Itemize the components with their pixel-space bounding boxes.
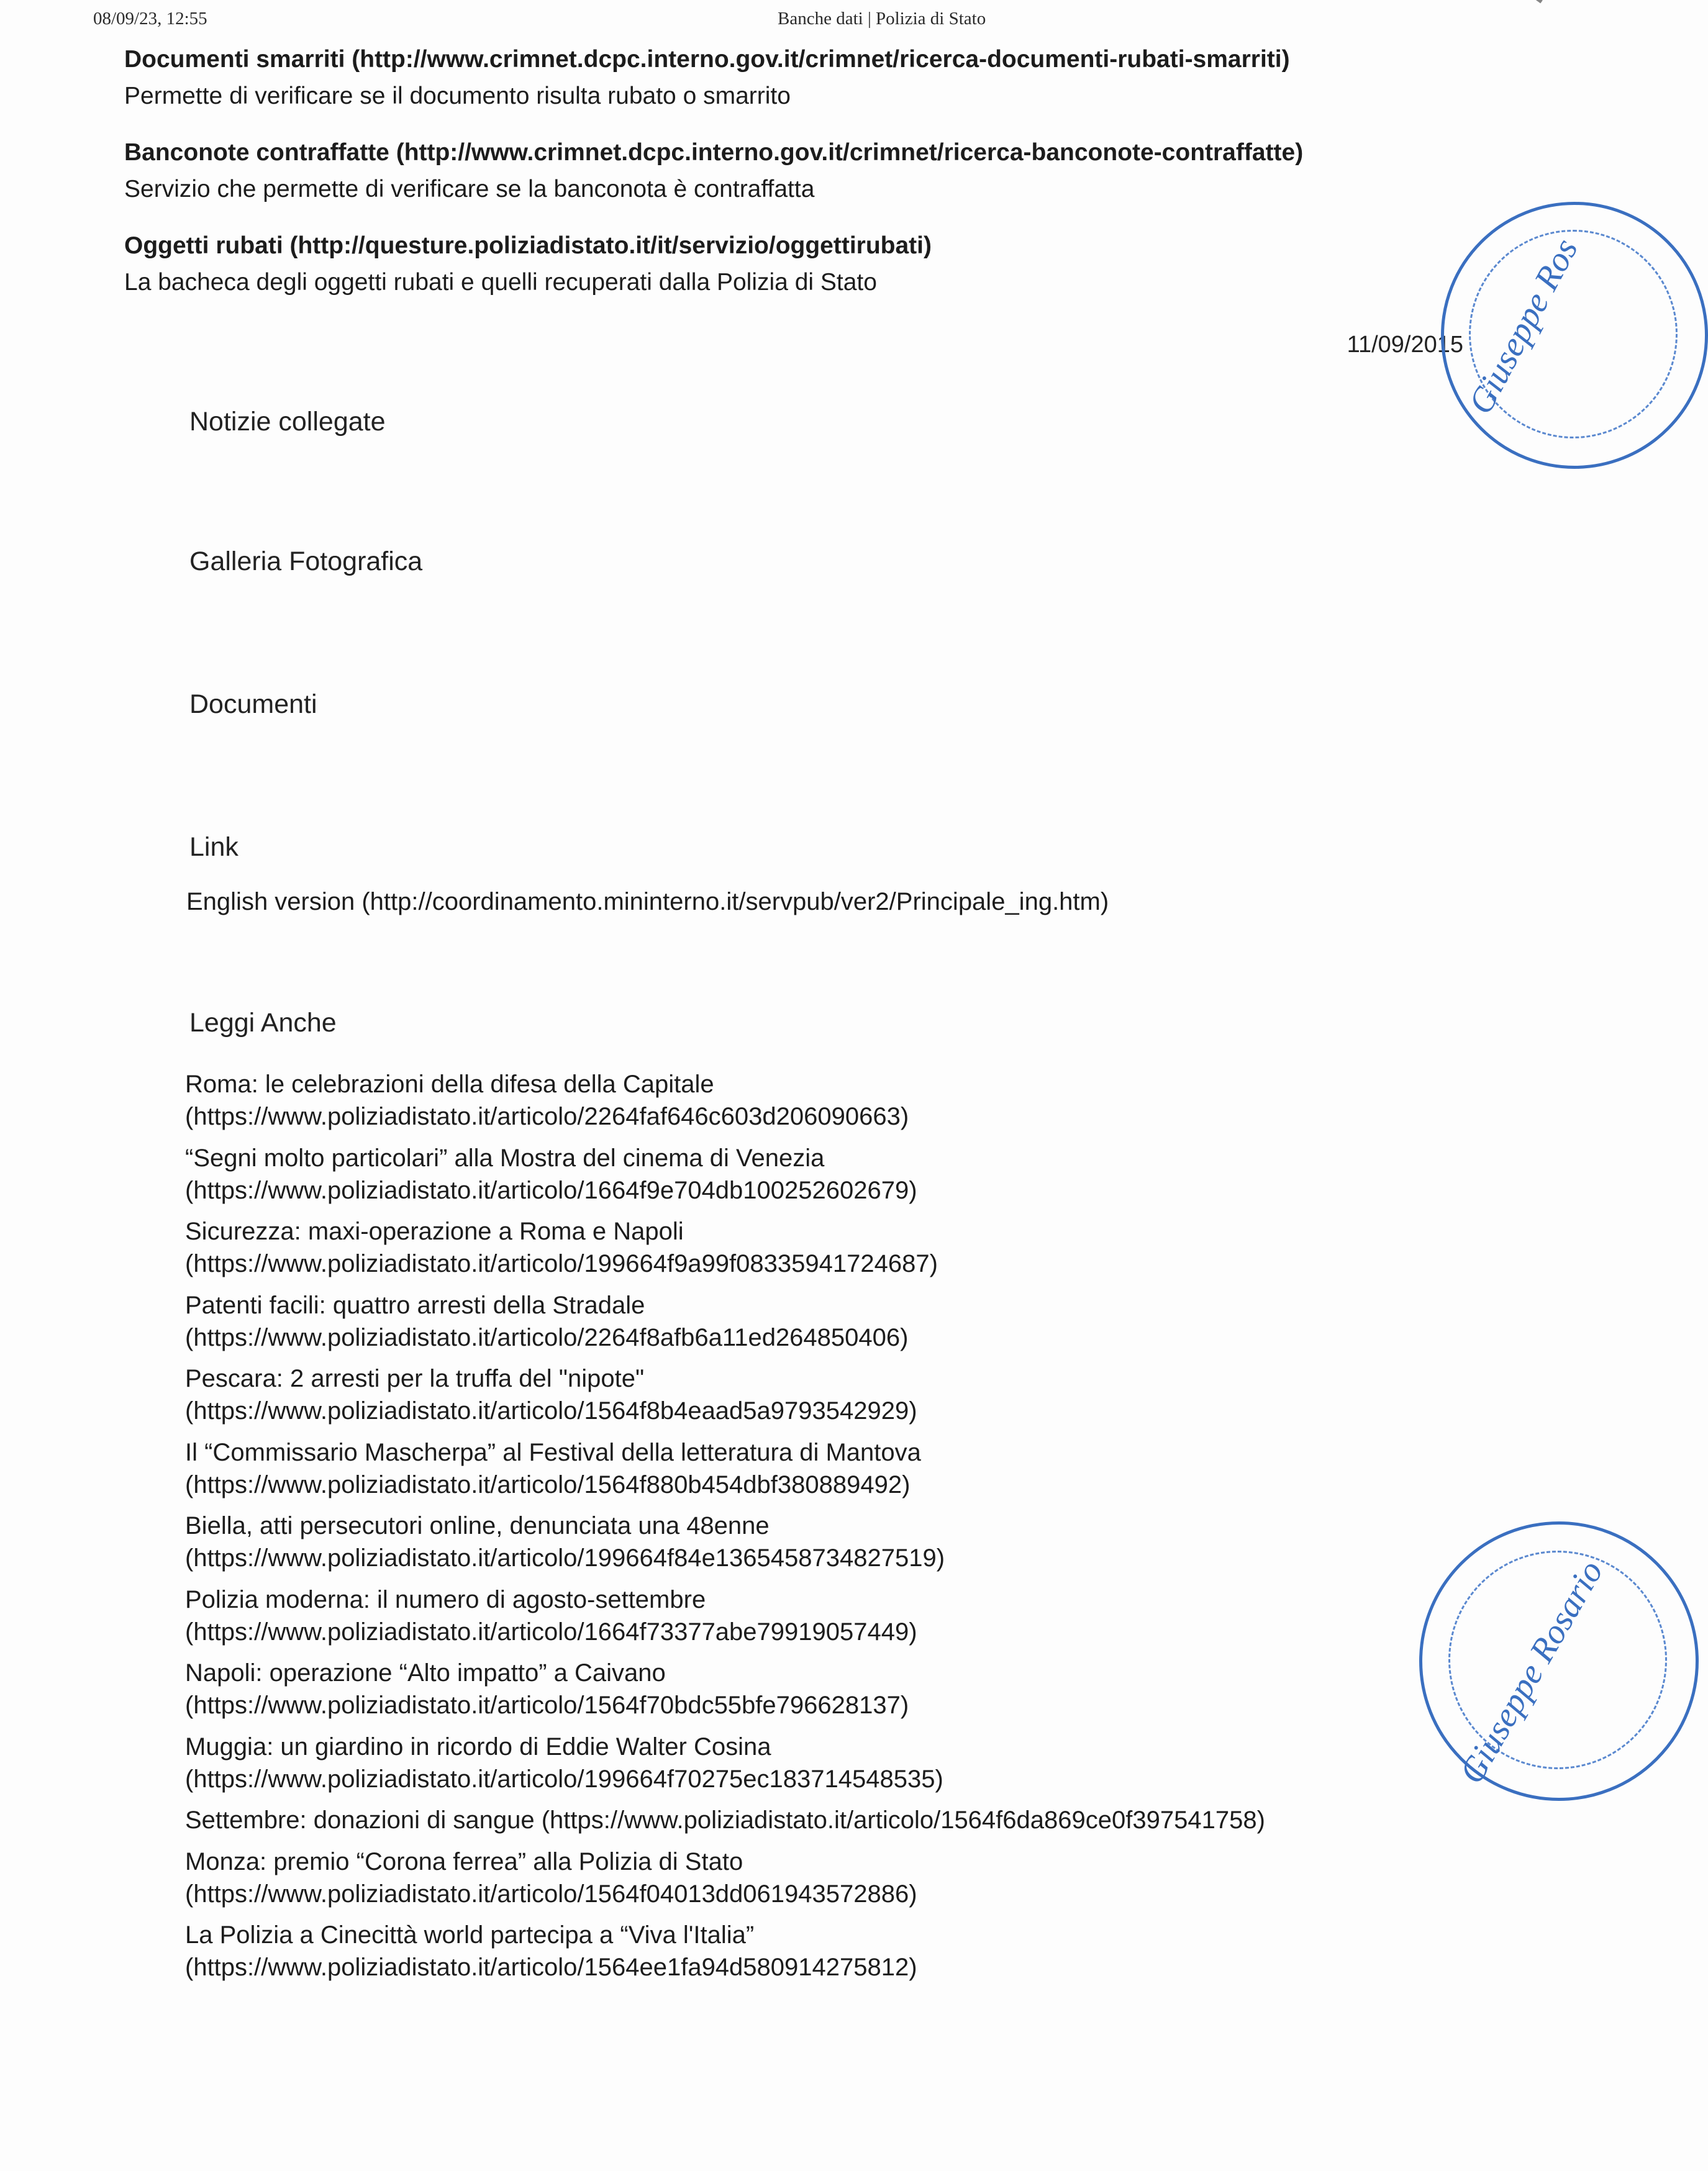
news-item[interactable] xyxy=(185,1919,1396,1983)
news-item[interactable] xyxy=(185,1657,1396,1721)
ink-stamp-top xyxy=(1441,202,1708,469)
news-title: Roma: le celebrazioni della difesa della Capitale xyxy=(185,1071,714,1098)
news-url: (https://www.poliziadistato.it/articolo/2264faf646c603d206090663) xyxy=(185,1103,909,1130)
section-heading-documents: Documenti xyxy=(189,689,317,719)
news-item[interactable] xyxy=(185,1142,1396,1207)
news-url: (https://www.poliziadistato.it/articolo/1664f73377abe79919057449) xyxy=(185,1618,917,1646)
publication-date: 11/09/2015 xyxy=(1347,332,1463,358)
news-title: Biella, atti persecutori online, denunciata una 48enne xyxy=(185,1512,770,1539)
news-url: (https://www.poliziadistato.it/articolo/1564f8b4eaad5a9793542929) xyxy=(185,1397,917,1425)
english-version-link[interactable]: English version (http://coordinamento.mininterno.it/servpub/ver2/Principale_ing.htm) xyxy=(186,888,1109,915)
news-url: (https://www.poliziadistato.it/articolo/1564f04013dd061943572886) xyxy=(185,1880,917,1908)
news-item[interactable] xyxy=(185,1804,1396,1836)
news-item[interactable] xyxy=(185,1068,1396,1133)
news-url: (https://www.poliziadistato.it/articolo/2264f8afb6a11ed264850406) xyxy=(185,1323,909,1351)
print-timestamp: 08/09/23, 12:55 xyxy=(93,9,207,29)
section-heading-read-also: Leggi Anche xyxy=(189,1008,337,1038)
ink-stamp-bottom xyxy=(1419,1521,1699,1801)
news-item[interactable] xyxy=(185,1584,1396,1648)
news-url: (https://www.poliziadistato.it/articolo/199664f9a99f08335941724687) xyxy=(185,1250,938,1277)
database-entry-banconote-contraffatte xyxy=(124,138,1460,205)
scan-artifact-line xyxy=(1410,0,1543,3)
news-item[interactable] xyxy=(185,1846,1396,1910)
news-url: (https://www.poliziadistato.it/articolo/199664f70275ec183714548535) xyxy=(185,1765,943,1793)
stamp-text: Giuseppe Rosario xyxy=(1452,1554,1611,1790)
news-title: Il “Commissario Mascherpa” al Festival della letteratura di Mantova xyxy=(185,1438,921,1466)
database-title-link[interactable]: Documenti smarriti (http://www.crimnet.dcpc.interno.gov.it/crimnet/ricerca-documenti-rubati-smarriti) xyxy=(124,46,1290,73)
stamp-text: Giuseppe Ros xyxy=(1461,232,1586,420)
news-title: Settembre: donazioni di sangue (https://www.poliziadistato.it/articolo/1564f6da869ce0f397541758) xyxy=(185,1806,1265,1834)
section-heading-related-news: Notizie collegate xyxy=(189,407,386,437)
news-item[interactable] xyxy=(185,1289,1396,1354)
print-header xyxy=(0,9,1542,34)
news-item[interactable] xyxy=(185,1510,1396,1574)
news-title: Napoli: operazione “Alto impatto” a Caivano xyxy=(185,1659,666,1687)
news-url: (https://www.poliziadistato.it/articolo/1564ee1fa94d580914275812) xyxy=(185,1954,917,1981)
news-title: Sicurezza: maxi-operazione a Roma e Napoli xyxy=(185,1218,684,1245)
database-entry-documenti-smarriti xyxy=(124,45,1460,112)
section-heading-link: Link xyxy=(189,832,238,862)
section-heading-photo-gallery: Galleria Fotografica xyxy=(189,546,423,576)
read-also-list xyxy=(185,1068,1396,1993)
news-url: (https://www.poliziadistato.it/articolo/1564f880b454dbf380889492) xyxy=(185,1471,911,1498)
print-page-title: Banche dati | Polizia di Stato xyxy=(778,9,986,29)
database-description: La bacheca degli oggetti rubati e quelli recuperati dalla Polizia di Stato xyxy=(124,269,877,296)
database-description: Servizio che permette di verificare se la banconota è contraffatta xyxy=(124,176,815,202)
news-url: (https://www.poliziadistato.it/articolo/1564f70bdc55bfe796628137) xyxy=(185,1692,909,1719)
news-item[interactable] xyxy=(185,1362,1396,1427)
database-entry-oggetti-rubati xyxy=(124,231,1460,298)
news-title: Patenti facili: quattro arresti della Stradale xyxy=(185,1291,645,1319)
news-title: Pescara: 2 arresti per la truffa del "nipote" xyxy=(185,1365,645,1392)
news-title: Monza: premio “Corona ferrea” alla Polizia di Stato xyxy=(185,1847,743,1875)
news-item[interactable] xyxy=(185,1436,1396,1501)
database-title-link[interactable]: Oggetti rubati (http://questure.poliziadistato.it/it/servizio/oggettirubati) xyxy=(124,232,932,259)
news-title: “Segni molto particolari” alla Mostra del cinema di Venezia xyxy=(185,1144,825,1172)
news-item[interactable] xyxy=(185,1215,1396,1280)
database-title-link[interactable]: Banconote contraffatte (http://www.crimnet.dcpc.interno.gov.it/crimnet/ricerca-banconote-contraffatte) xyxy=(124,139,1304,166)
news-title: La Polizia a Cinecittà world partecipa a “Viva l'Italia” xyxy=(185,1921,755,1949)
news-url: (https://www.poliziadistato.it/articolo/199664f84e1365458734827519) xyxy=(185,1544,945,1572)
news-url: (https://www.poliziadistato.it/articolo/1664f9e704db100252602679) xyxy=(185,1176,917,1204)
news-item[interactable] xyxy=(185,1731,1396,1795)
news-title: Muggia: un giardino in ricordo di Eddie Walter Cosina xyxy=(185,1733,771,1761)
news-title: Polizia moderna: il numero di agosto-settembre xyxy=(185,1585,706,1613)
database-description: Permette di verificare se il documento risulta rubato o smarrito xyxy=(124,83,791,109)
